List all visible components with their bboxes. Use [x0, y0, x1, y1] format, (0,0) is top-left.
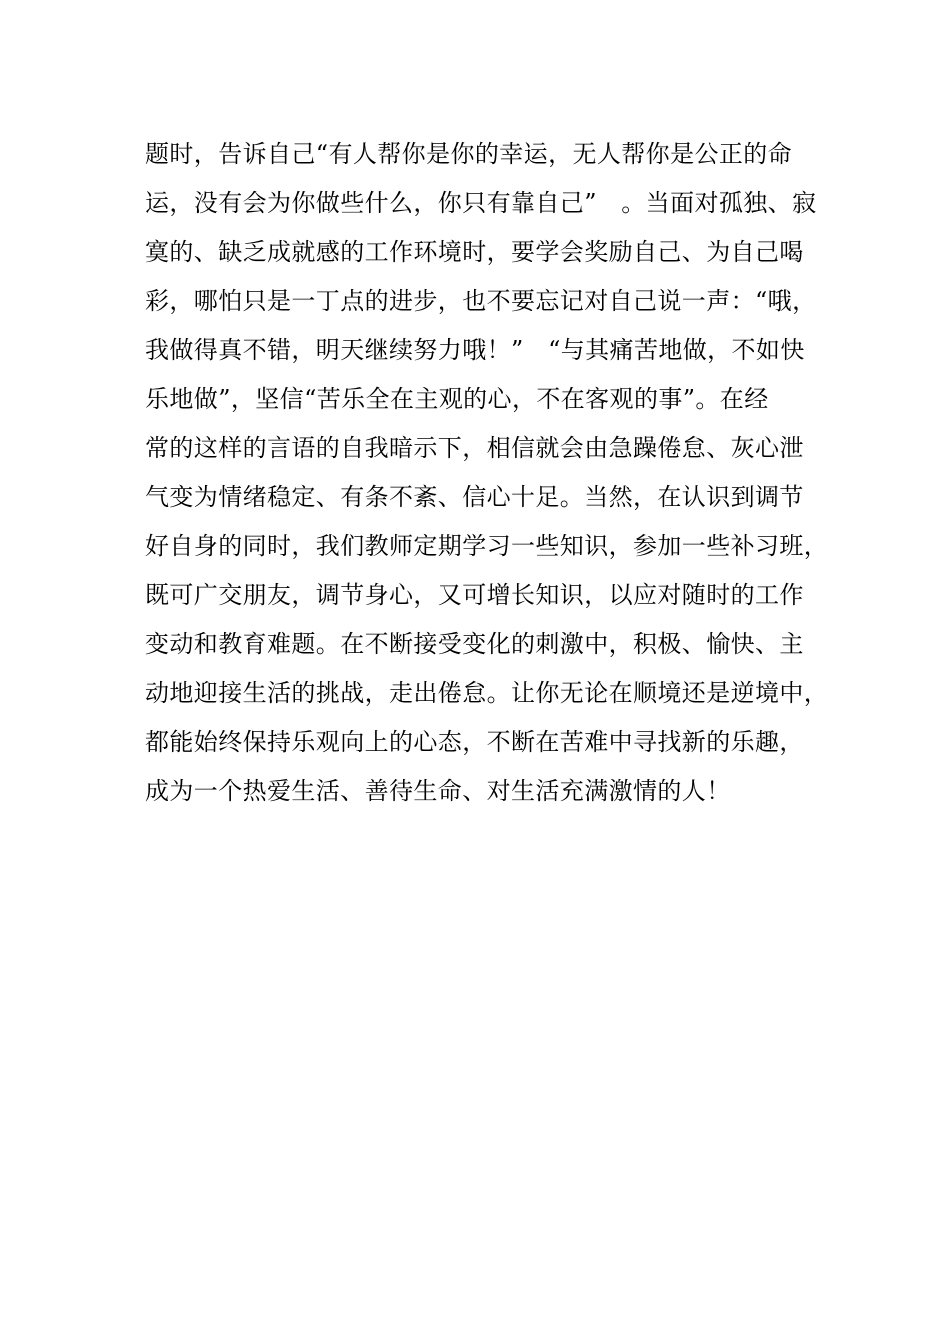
text-line: 变动和教育难题。在不断接受变化的刺激中，积极、愉快、主: [145, 630, 804, 658]
text-line: 动地迎接生活的挑战，走出倦怠。让你无论在顺境还是逆境中，: [145, 679, 829, 707]
text-line: 题时，告诉自己“有人帮你是你的幸运，无人帮你是公正的命: [145, 140, 793, 168]
text-line: 气变为情绪稳定、有条不紊、信心十足。当然，在认识到调节: [145, 483, 804, 511]
text-line: 运，没有会为你做些什么，你只有靠自己” 。当面对孤独、寂: [145, 189, 817, 217]
text-line: 既可广交朋友，调节身心，又可增长知识，以应对随时的工作: [145, 581, 804, 609]
text-line: 好自身的同时，我们教师定期学习一些知识，参加一些补习班，: [145, 532, 829, 560]
text-line: 都能始终保持乐观向上的心态，不断在苦难中寻找新的乐趣，: [145, 728, 804, 756]
text-line: 乐地做”，坚信“苦乐全在主观的心，不在客观的事”。在经: [145, 385, 769, 413]
text-line: 彩，哪怕只是一丁点的进步，也不要忘记对自己说一声：“哦，: [145, 287, 817, 315]
text-line: 寞的、缺乏成就感的工作环境时，要学会奖励自己、为自己喝: [145, 238, 804, 266]
text-line: 常的这样的言语的自我暗示下，相信就会由急躁倦怠、灰心泄: [145, 434, 804, 462]
text-line: 我做得真不错，明天继续努力哦！” “与其痛苦地做，不如快: [145, 336, 805, 364]
text-line: 成为一个热爱生活、善待生命、对生活充满激情的人！: [145, 777, 731, 805]
body-paragraph: [145, 130, 829, 816]
